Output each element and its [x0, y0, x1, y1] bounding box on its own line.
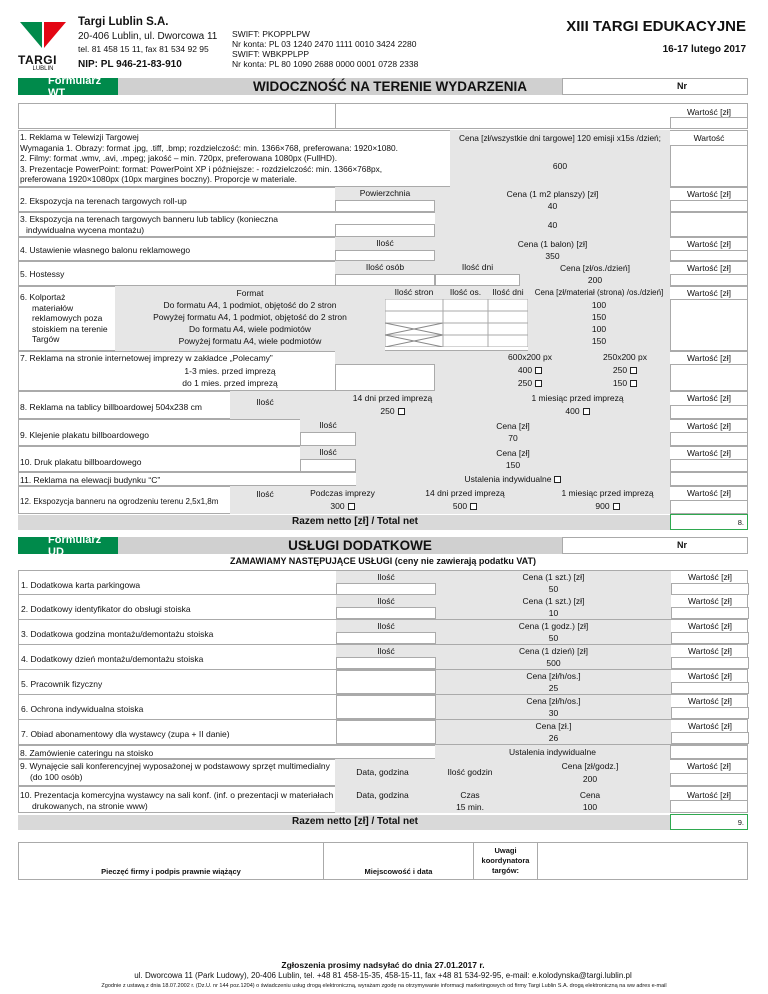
bank-line-2: Nr konta: PL 03 1240 2470 1111 0010 3424 2280: [232, 39, 417, 49]
form-ud-total-label: Razem netto [zł] / Total net: [292, 816, 418, 827]
ud-item-9-price-label: Cena [zł/godz.]: [561, 761, 619, 771]
item7-value-input[interactable]: [670, 364, 748, 391]
item12-value-input[interactable]: [670, 500, 748, 514]
item6-wartosc-label: Wartość [zł]: [686, 288, 732, 298]
logo: [18, 18, 68, 70]
ud-item-9-price: 200: [582, 774, 598, 784]
item12-option-2-label: 14 dni przed imprezą: [425, 488, 505, 498]
item6-format-header: Format: [236, 288, 264, 298]
form-wt-total-input[interactable]: [670, 514, 748, 530]
item10-qty-input[interactable]: [300, 459, 356, 472]
item2-col-area: Powierzchnia: [335, 187, 435, 200]
item6-price-1: 100: [591, 300, 607, 310]
item6-label-5: Targów: [32, 334, 60, 344]
item6-col-days: Ilość dni: [488, 286, 528, 299]
item3-label-2: indywidualna wycena montażu): [26, 224, 145, 235]
form-ud-badge: Formularz UD: [18, 537, 118, 554]
footer-deadline: Zgłoszenia prosimy nadsyłać do dnia 27.01.2017 r.: [281, 960, 485, 970]
ud-item-3-value-input[interactable]: [671, 632, 749, 644]
ud-item-4-qty-input[interactable]: [336, 657, 436, 669]
form-wt-nr-field[interactable]: [562, 78, 748, 95]
item8-option-2-label: 1 miesiąc przed imprezą: [531, 393, 624, 403]
ud-item-3-col: Ilość: [336, 620, 436, 632]
ud-row-3: [18, 620, 748, 645]
ud-item-9-label-1: 9. Wynajęcie sali konferencyjnej wyposażonej w podstawowy sprzęt multimedialny: [20, 761, 330, 771]
form-ud-title: USŁUGI DODATKOWE: [288, 538, 432, 553]
ud-item-9-label: [20, 761, 330, 782]
checkbox[interactable]: [630, 367, 637, 374]
item11-individual[interactable]: Ustalenia indywidualne: [356, 474, 670, 484]
item7-label: 7. Reklama na stronie internetowej imprezy w zakładce „Polecamy”: [20, 353, 273, 363]
item9-col-qty: Ilość: [300, 419, 356, 432]
checkbox[interactable]: [535, 380, 542, 387]
event-dates: 16-17 lutego 2017: [662, 44, 746, 55]
item4-wartosc-label: Wartość [zł]: [686, 239, 732, 249]
ud-row-1: [18, 570, 748, 595]
ud-item-3-wartosc-label: Wartość [zł]: [687, 621, 733, 631]
form-ud-subtitle: ZAMAWIAMY NASTĘPUJĄCE USŁUGI (ceny nie zawierają podatku VAT): [229, 556, 537, 566]
item5-col-persons: Ilość osób: [335, 261, 435, 274]
ud-item-2-col: Ilość: [336, 595, 436, 607]
item12-label: 12. Ekspozycja banneru na ogrodzeniu terenu 2,5x1,8m: [20, 497, 219, 506]
ud-item-2-label: 2. Dodatkowy identyfikator do obsługi stoiska: [21, 604, 191, 614]
footer-contact: ul. Dworcowa 11 (Park Ludowy), 20-406 Lublin, tel. +48 81 458-15-35, 458-15-11, fax +48 81 534-92-95, e-mail: e.kolodynska@targi.lublin.pl: [134, 971, 632, 980]
item7-opt-1a[interactable]: 400: [475, 365, 585, 375]
ud-item-6-price: 30: [548, 708, 559, 718]
form-wt-nr-label: Nr: [677, 81, 688, 91]
ud-item-1-col: Ilość: [336, 571, 436, 583]
item7-period-2: do 1 mies. przed imprezą: [182, 378, 278, 388]
ud-item-6-value-input[interactable]: [671, 707, 749, 719]
item5-price: 200: [587, 275, 603, 285]
item8-opt-1[interactable]: 250: [300, 406, 485, 416]
ud-item-1-label: 1. Dodatkowa karta parkingowa: [21, 580, 141, 590]
item6-col-persons: Ilość os.: [443, 286, 488, 299]
item5-days-input[interactable]: [435, 274, 520, 286]
ud-item-10-price: 100: [582, 802, 598, 812]
ud-item-10-price-label: Cena: [579, 790, 601, 800]
ud-item-4-label: 4. Dodatkowy dzień montażu/demontażu stoiska: [21, 654, 204, 664]
coordinator-notes-label: [474, 842, 538, 880]
form-wt-badge: Formularz WT: [18, 78, 118, 95]
ud-item-2-wartosc-label: Wartość [zł]: [687, 596, 733, 606]
item3-label-1: 3. Ekspozycja na terenach targowych banneru lub tablicy (konieczna: [20, 214, 278, 224]
item6-price-4: 150: [591, 336, 607, 346]
stamp-field[interactable]: [18, 842, 324, 880]
item2-area-input[interactable]: [335, 200, 435, 212]
ud-item-10-col-date: Data, godzina: [335, 786, 430, 813]
item8-label: 8. Reklama na tablicy billboardowej 504x238 cm: [20, 402, 202, 412]
ud-item-9-col-date: Data, godzina: [335, 759, 430, 786]
item9-price-label: Cena [zł]: [496, 421, 530, 431]
item7-opt-1b[interactable]: 250: [570, 365, 680, 375]
item1-value-input[interactable]: [670, 145, 748, 187]
logo-text: TARGI: [18, 53, 57, 67]
item2-wartosc-label: Wartość [zł]: [686, 189, 732, 199]
item6-label-2: materiałów: [32, 302, 74, 313]
ud-item-4-value-input[interactable]: [671, 657, 749, 669]
company-name: Targi Lublin S.A.: [78, 16, 169, 28]
item4-value-input[interactable]: [670, 250, 748, 261]
form-ud-nr-field[interactable]: [562, 537, 748, 554]
item12-opt-2[interactable]: 500: [385, 501, 545, 511]
item1-title: 1. Reklama w Telewizji Targowej: [20, 132, 139, 142]
ud-item-3-label: 3. Dodatkowa godzina montażu/demontażu stoiska: [21, 629, 214, 639]
item3-area-input[interactable]: [335, 224, 435, 237]
form-ud-nr-label: Nr: [677, 540, 688, 550]
form-wt-title: WIDOCZNOŚĆ NA TERENIE WYDARZENIA: [253, 79, 527, 94]
item6-label: [20, 292, 108, 345]
ud-item-6-wartosc-label: Wartość [zł]: [687, 696, 733, 706]
ud-item-10-col-time: Czas: [460, 790, 480, 800]
company-nip: NIP: PL 946-21-83-910: [78, 59, 182, 70]
ud-item-10-label: [20, 790, 333, 811]
item12-option-3-label: 1 miesiąc przed imprezą: [561, 488, 654, 498]
item9-qty-input[interactable]: [300, 432, 356, 446]
item1-wartosc-label: Wartość: [693, 133, 725, 143]
wartosc-header: Wartość [zł]: [686, 107, 732, 117]
item6-format-4: Powyżej formatu A4, wiele podmiotów: [178, 336, 322, 346]
ud-item-6-label: 6. Ochrona indywidualna stoiska: [21, 704, 144, 714]
ud-item-2-price: 10: [548, 608, 559, 618]
item12-opt-1[interactable]: 300: [300, 501, 385, 511]
item2-value-input[interactable]: [670, 200, 748, 212]
checkbox[interactable]: [398, 408, 405, 415]
item5-price-label: Cena [zł/os./dzień]: [560, 263, 630, 273]
checkbox[interactable]: [554, 476, 561, 483]
item4-price-label: Cena (1 balon) [zł]: [517, 239, 588, 249]
notes-label-1: Uwagi: [494, 846, 517, 855]
ud-item-4-price-label: Cena (1 dzień) [zł]: [519, 646, 588, 656]
item6-format-3: Do formatu A4, wiele podmiotów: [189, 324, 311, 334]
item3-value-input[interactable]: [670, 212, 748, 237]
logo-mark-icon: [18, 18, 68, 52]
company-info: [78, 16, 228, 70]
ud-item-5-value-input[interactable]: [671, 682, 749, 694]
ud-row-7: [18, 720, 748, 745]
ud-item-6-price-label: Cena [zł/h/os.]: [526, 696, 581, 706]
bank-line-1: SWIFT: PKOPPLPW: [232, 29, 310, 39]
item11-value-input[interactable]: [670, 472, 748, 486]
form-ud-total-number: 9.: [737, 818, 744, 827]
ud-item-1-wartosc-label: Wartość [zł]: [687, 572, 733, 582]
item10-col-qty: Ilość: [300, 446, 356, 459]
item8-opt-2[interactable]: 400: [485, 406, 670, 416]
item6-format-list: [115, 299, 385, 347]
form-ud-total-input[interactable]: [670, 814, 748, 830]
ud-item-7-qty-input[interactable]: [336, 720, 436, 744]
checkbox[interactable]: [535, 367, 542, 374]
item7-qty-input[interactable]: [335, 364, 435, 391]
ud-item-1-price: 50: [548, 584, 559, 594]
ud-item-10-label-1: 10. Prezentacja komercyjna wystawcy na sali konf. (inf. o prezentacji w materiałach: [20, 790, 334, 800]
item1-price-label: Cena [zł/wszystkie dni targowe] 120 emisji x15s /dzień;: [459, 133, 661, 143]
ud-item-3-price-label: Cena (1 godz.) [zł]: [518, 621, 589, 631]
ud-item-5-price: 25: [548, 683, 559, 693]
checkbox[interactable]: [613, 503, 620, 510]
item6-label-1: 6. Kolportaż: [20, 292, 66, 302]
item7-size-2: 250x200 px: [603, 352, 647, 362]
ud-items: [18, 570, 748, 745]
item6-price-header: Cena [zł/materiał (strona) /os./dzień]: [534, 288, 664, 297]
ud-row-2: [18, 595, 748, 620]
ud-item-4-price: 500: [546, 658, 561, 668]
ud-item-9-col-hours: Ilość godzin: [430, 759, 510, 786]
checkbox[interactable]: [348, 503, 355, 510]
ud-item-5-qty-input[interactable]: [336, 670, 436, 694]
ud-item-9-label-2: (do 100 osób): [30, 771, 83, 782]
item10-price-label: Cena [zł]: [496, 448, 530, 458]
item5-label: 5. Hostessy: [20, 269, 65, 279]
item10-wartosc-label: Wartość [zł]: [686, 448, 732, 458]
event-title: XIII TARGI EDUKACYJNE: [566, 18, 746, 35]
item9-wartosc-label: Wartość [zł]: [686, 421, 732, 431]
item8-col-qty: Ilość: [230, 391, 300, 419]
ud-item-7-price: 26: [548, 733, 559, 743]
ud-item-4-wartosc-label: Wartość [zł]: [687, 646, 733, 656]
item9-price: 70: [508, 433, 518, 443]
ud-item-2-value-input[interactable]: [671, 607, 749, 619]
ud-item-5-label: 5. Pracownik fizyczny: [21, 679, 103, 689]
coordinator-notes-field[interactable]: [538, 842, 748, 880]
item5-value-input[interactable]: [670, 274, 748, 286]
bank-info: [232, 29, 418, 69]
ud-item-8-price: Ustalenia indywidualne: [435, 745, 670, 759]
item6-format-2: Powyżej formatu A4, 1 podmiot, objętość do 2 stron: [153, 312, 347, 322]
item12-opt-3[interactable]: 900: [545, 501, 670, 511]
ud-item-7-value-input[interactable]: [671, 732, 749, 744]
item9-value-input[interactable]: [670, 432, 748, 446]
ud-item-8-label: 8. Zamówienie cateringu na stoisko: [20, 748, 154, 758]
logo-subtext: LUBLIN: [32, 66, 54, 72]
item4-qty-input[interactable]: [335, 250, 435, 261]
stamp-label: Pieczęć firmy i podpis prawnie wiążący: [101, 867, 241, 876]
form-wt-total-number: 8.: [737, 518, 744, 527]
item2-price: 40: [547, 201, 558, 211]
item12-wartosc-label: Wartość [zł]: [686, 488, 732, 498]
item1-req-1: Wymagania 1. Obrazy: format .jpg, .tiff, .bmp; rozdzielczość: min. 1366×768, preferowana: 1920×1080.: [20, 142, 398, 153]
company-address: 20-406 Lublin, ul. Dworcowa 11: [78, 31, 218, 42]
ud-item-3-qty-input[interactable]: [336, 632, 436, 644]
ud-item-10-wartosc-label: Wartość [zł]: [686, 790, 732, 800]
ud-item-7-price-label: Cena [zł.]: [535, 721, 572, 731]
item7-opt-2b[interactable]: 150: [570, 378, 680, 388]
item6-col-pages: Ilość stron: [385, 286, 443, 299]
ud-item-5-wartosc-label: Wartość [zł]: [687, 671, 733, 681]
place-date-field[interactable]: [324, 842, 474, 880]
item4-label: 4. Ustawienie własnego balonu reklamowego: [20, 245, 191, 255]
item10-price: 150: [505, 460, 521, 470]
item12-option-1-label: Podczas imprezy: [310, 488, 375, 498]
ud-row-5: [18, 670, 748, 695]
item1-price: 600: [552, 161, 568, 171]
ud-item-1-price-label: Cena (1 szt.) [zł]: [522, 572, 585, 582]
ud-item-2-price-label: Cena (1 szt.) [zł]: [522, 596, 585, 606]
item5-wartosc-label: Wartość [zł]: [686, 263, 732, 273]
checkbox[interactable]: [583, 408, 590, 415]
item2-price-label: Cena (1 m2 planszy) [zł]: [506, 189, 599, 199]
notes-label-2: koordynatora: [481, 856, 530, 865]
item8-wartosc-label: Wartość [zł]: [686, 393, 732, 403]
ud-item-4-col: Ilość: [336, 645, 436, 657]
checkbox[interactable]: [630, 380, 637, 387]
item5-col-days: Ilość dni: [435, 261, 520, 274]
item3-label: [20, 214, 278, 235]
ud-item-2-qty-input[interactable]: [336, 607, 436, 619]
notes-label-3: targów:: [491, 866, 520, 875]
company-phone: tel. 81 458 15 11, fax 81 534 92 95: [78, 44, 209, 54]
ud-item-8-value-input[interactable]: [670, 745, 748, 759]
item3-price: 40: [435, 212, 670, 237]
item11-label: 11. Reklama na elewacji budynku “C”: [20, 475, 161, 485]
item6-price-2: 150: [591, 312, 607, 322]
item10-label: 10. Druk plakatu billboardowego: [20, 457, 142, 467]
place-date-label: Miejscowość i data: [364, 867, 433, 876]
item6-label-3: reklamowych poza: [32, 313, 103, 323]
item4-col-qty: Ilość: [335, 237, 435, 250]
item7-opt-2a[interactable]: 250: [475, 378, 585, 388]
item6-format-1: Do formatu A4, 1 podmiot, objętość do 2 stron: [163, 300, 337, 310]
item6-grid-svg: [385, 299, 528, 347]
ud-item-6-qty-input[interactable]: [336, 695, 436, 719]
ud-item-9-value-input[interactable]: [670, 773, 748, 786]
wartosc-blank-input[interactable]: [670, 117, 748, 129]
ud-item-7-wartosc-label: Wartość [zł]: [687, 721, 733, 731]
ud-item-3-price: 50: [548, 633, 559, 643]
footer-legal: Zgodnie z ustawą z dnia 18.07.2002 r. (Dz.U. nr 144 poz.1204) o świadczeniu usług drogą elektroniczną, wyrażam zgodę na otrzymywanie informacji marketingowych od firmy Targi Lublin S.A. drogą elektroniczną na ww adres e-mail: [101, 983, 667, 989]
ud-item-10-time-value: 15 min.: [456, 802, 484, 812]
bank-line-4: Nr konta: PL 80 1090 2688 0000 0001 0728 2338: [232, 59, 419, 69]
ud-item-1-value-input[interactable]: [671, 583, 749, 595]
item7-wartosc-label: Wartość [zł]: [686, 353, 732, 363]
ud-item-5-price-label: Cena [zł/h/os.]: [526, 671, 581, 681]
checkbox[interactable]: [470, 503, 477, 510]
item1-text: [20, 132, 398, 185]
ud-item-7-label: 7. Obiad abonamentowy dla wystawcy (zupa + II danie): [21, 729, 230, 739]
item1-req-4: preferowana 1920×1080px (10px margines boczny). Proporcje w materiale.: [20, 174, 297, 184]
item2-label: 2. Ekspozycja na terenach targowych roll-up: [20, 196, 187, 206]
item6-value-input[interactable]: [670, 299, 748, 351]
form-wt-blank-row: [18, 103, 748, 129]
ud-item-9-wartosc-label: Wartość [zł]: [686, 761, 732, 771]
item1-req-2: 2. Filmy: format .wmv, .avi, .mpeg; jakość – min. 720px, preferowana 1080px (FullHD).: [20, 153, 338, 163]
item6-label-4: stoiskiem na terenie: [32, 323, 108, 334]
ud-item-10-value-input[interactable]: [670, 800, 748, 813]
item9-label: 9. Klejenie plakatu billboardowego: [20, 430, 150, 440]
ud-row-6: [18, 695, 748, 720]
item5-persons-input[interactable]: [335, 274, 435, 286]
item1-req-3: 3. Prezentacje PowerPoint: format: PowerPoint XP i późniejsze: - rozdzielczość: min. 1366×768px,: [20, 163, 383, 174]
item12-col-qty: Ilość: [230, 486, 300, 514]
item7-size-1: 600x200 px: [508, 352, 552, 362]
item7-period-1: 1-3 mies. przed imprezą: [184, 366, 276, 376]
item4-price: 350: [545, 251, 560, 261]
ud-item-1-qty-input[interactable]: [336, 583, 436, 595]
item10-value-input[interactable]: [670, 459, 748, 472]
ud-row-4: [18, 645, 748, 670]
item6-input-grid: [385, 299, 528, 347]
item8-option-1-label: 14 dni przed imprezą: [352, 393, 433, 403]
item6-price-3: 100: [591, 324, 607, 334]
ud-item-10-label-2: drukowanych, na stronie www): [32, 800, 148, 811]
bank-line-3: SWIFT: WBKPPLPP: [232, 49, 309, 59]
item8-value-input[interactable]: [670, 405, 748, 419]
item6-price-list: [528, 299, 670, 347]
form-wt-total-label: Razem netto [zł] / Total net: [292, 516, 418, 527]
